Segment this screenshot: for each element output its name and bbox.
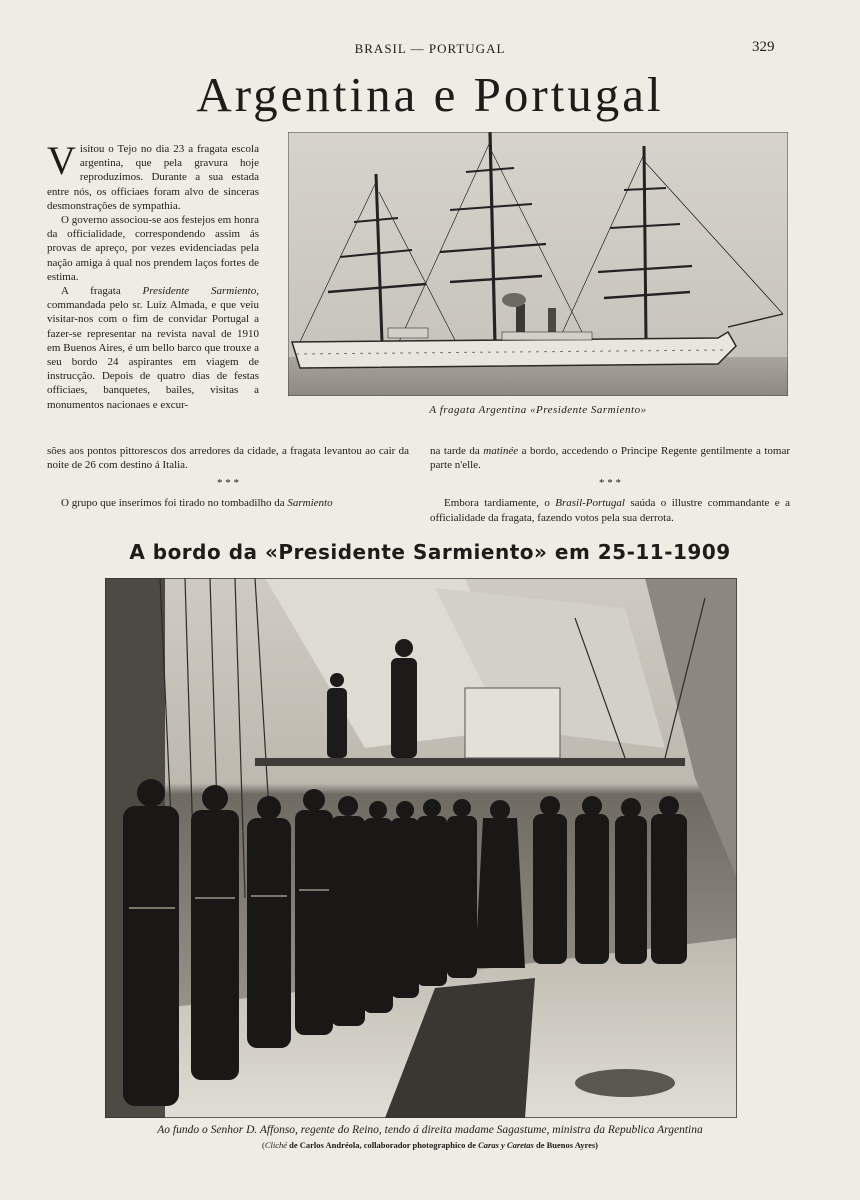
deck-photo-caption: Ao fundo o Senhor D. Affonso, regente do Reino, tendo á direita madame Sagastume, ministra da Republica Argentina xyxy=(157,1124,703,1136)
credit-magazine: Caras y Caretas xyxy=(478,1140,534,1150)
group-photo-heading: A bordo da «Presidente Sarmiento» em 25-11-1909 xyxy=(129,540,731,564)
frigate-photo xyxy=(288,132,788,396)
running-head: BRASIL — PORTUGAL xyxy=(354,41,506,56)
credit-end: de Buenos Ayres) xyxy=(533,1140,599,1150)
page-number: 329 xyxy=(752,39,775,55)
paragraph-3-continued: sões aos pontos pittorescos dos arredores da cidade, a fragata levantou ao cair da noite de 26 com destino á Italia. xyxy=(47,445,409,472)
paragraph-2: O governo associou-se aos festejos em honra da officialidade, correspondendo assim ás provas de apreço, por vezes evidenciadas pela nação amiga á qual nos prendem laços fortes de estima. xyxy=(47,214,259,283)
paragraph-5-body: a bordo, accedendo o Principe Regente gentilmente a tomar parte n'elle. xyxy=(430,445,791,472)
article-column-right xyxy=(430,444,790,525)
paragraph-4-text: O grupo que inserimos foi tirado no tombadilho da xyxy=(61,497,288,510)
paragraph-6 xyxy=(430,496,790,524)
paragraph-6-lead: Embora tardiamente, o xyxy=(444,497,556,510)
photo-credit xyxy=(60,1140,800,1150)
paragraph-4 xyxy=(47,496,409,510)
article-title: Argentina e Portugal xyxy=(196,67,664,122)
deck-group-photo xyxy=(105,578,737,1118)
section-asterism: * * * xyxy=(217,477,239,490)
paragraph-3-body: commandada pelo sr. Luiz Almada, e que veiu visitar-nos com o fim de convidar Portugal a fazer-se representar na revista naval de 1910 em Buenos Aires, é um bello barco que trouxe a seu bordo 24 aspirantes em viagem de instrucção. Depois de quatro dias de festas officiaes, banquetes, bailes, visitas a monumentos nacionaes e excur- xyxy=(47,299,259,411)
credit-cliche: Cliché xyxy=(264,1140,288,1150)
article-column-left xyxy=(47,138,259,412)
matinee-italic: matinée xyxy=(483,445,519,457)
credit-open: ( xyxy=(261,1140,265,1150)
section-asterism-2: * * * xyxy=(599,477,621,490)
ship-name-italic-2: Sarmiento xyxy=(287,497,333,510)
paragraph-6-body: saúda o illustre commandante e a officialidade da fragata, fazendo votos pela sua derrota. xyxy=(430,497,790,524)
paragraph-3-lead: A fragata xyxy=(61,285,143,298)
paragraph-5 xyxy=(430,444,790,472)
ship-name-italic: Presidente Sarmiento, xyxy=(142,285,259,298)
drop-cap: V xyxy=(47,138,76,183)
credit-middle: de Carlos Andréola, collaborador photographico de xyxy=(287,1140,479,1150)
frigate-photo-caption: A fragata Argentina «Presidente Sarmiento» xyxy=(429,404,647,416)
magazine-name-italic: Brasil-Portugal xyxy=(555,497,625,510)
paragraph-5-lead: na tarde da xyxy=(430,445,484,457)
article-continuation xyxy=(47,444,409,511)
paragraph-3 xyxy=(47,284,259,412)
paragraph-1-text: isitou o Tejo no dia 23 a fragata escola argentina, que pela gravura hoje reproduzimos. Durante a sua estada entre nós, os officiaes foram alvo de sinceras desmonstrações de sympathia. xyxy=(47,143,259,212)
paragraph-1 xyxy=(47,138,259,213)
